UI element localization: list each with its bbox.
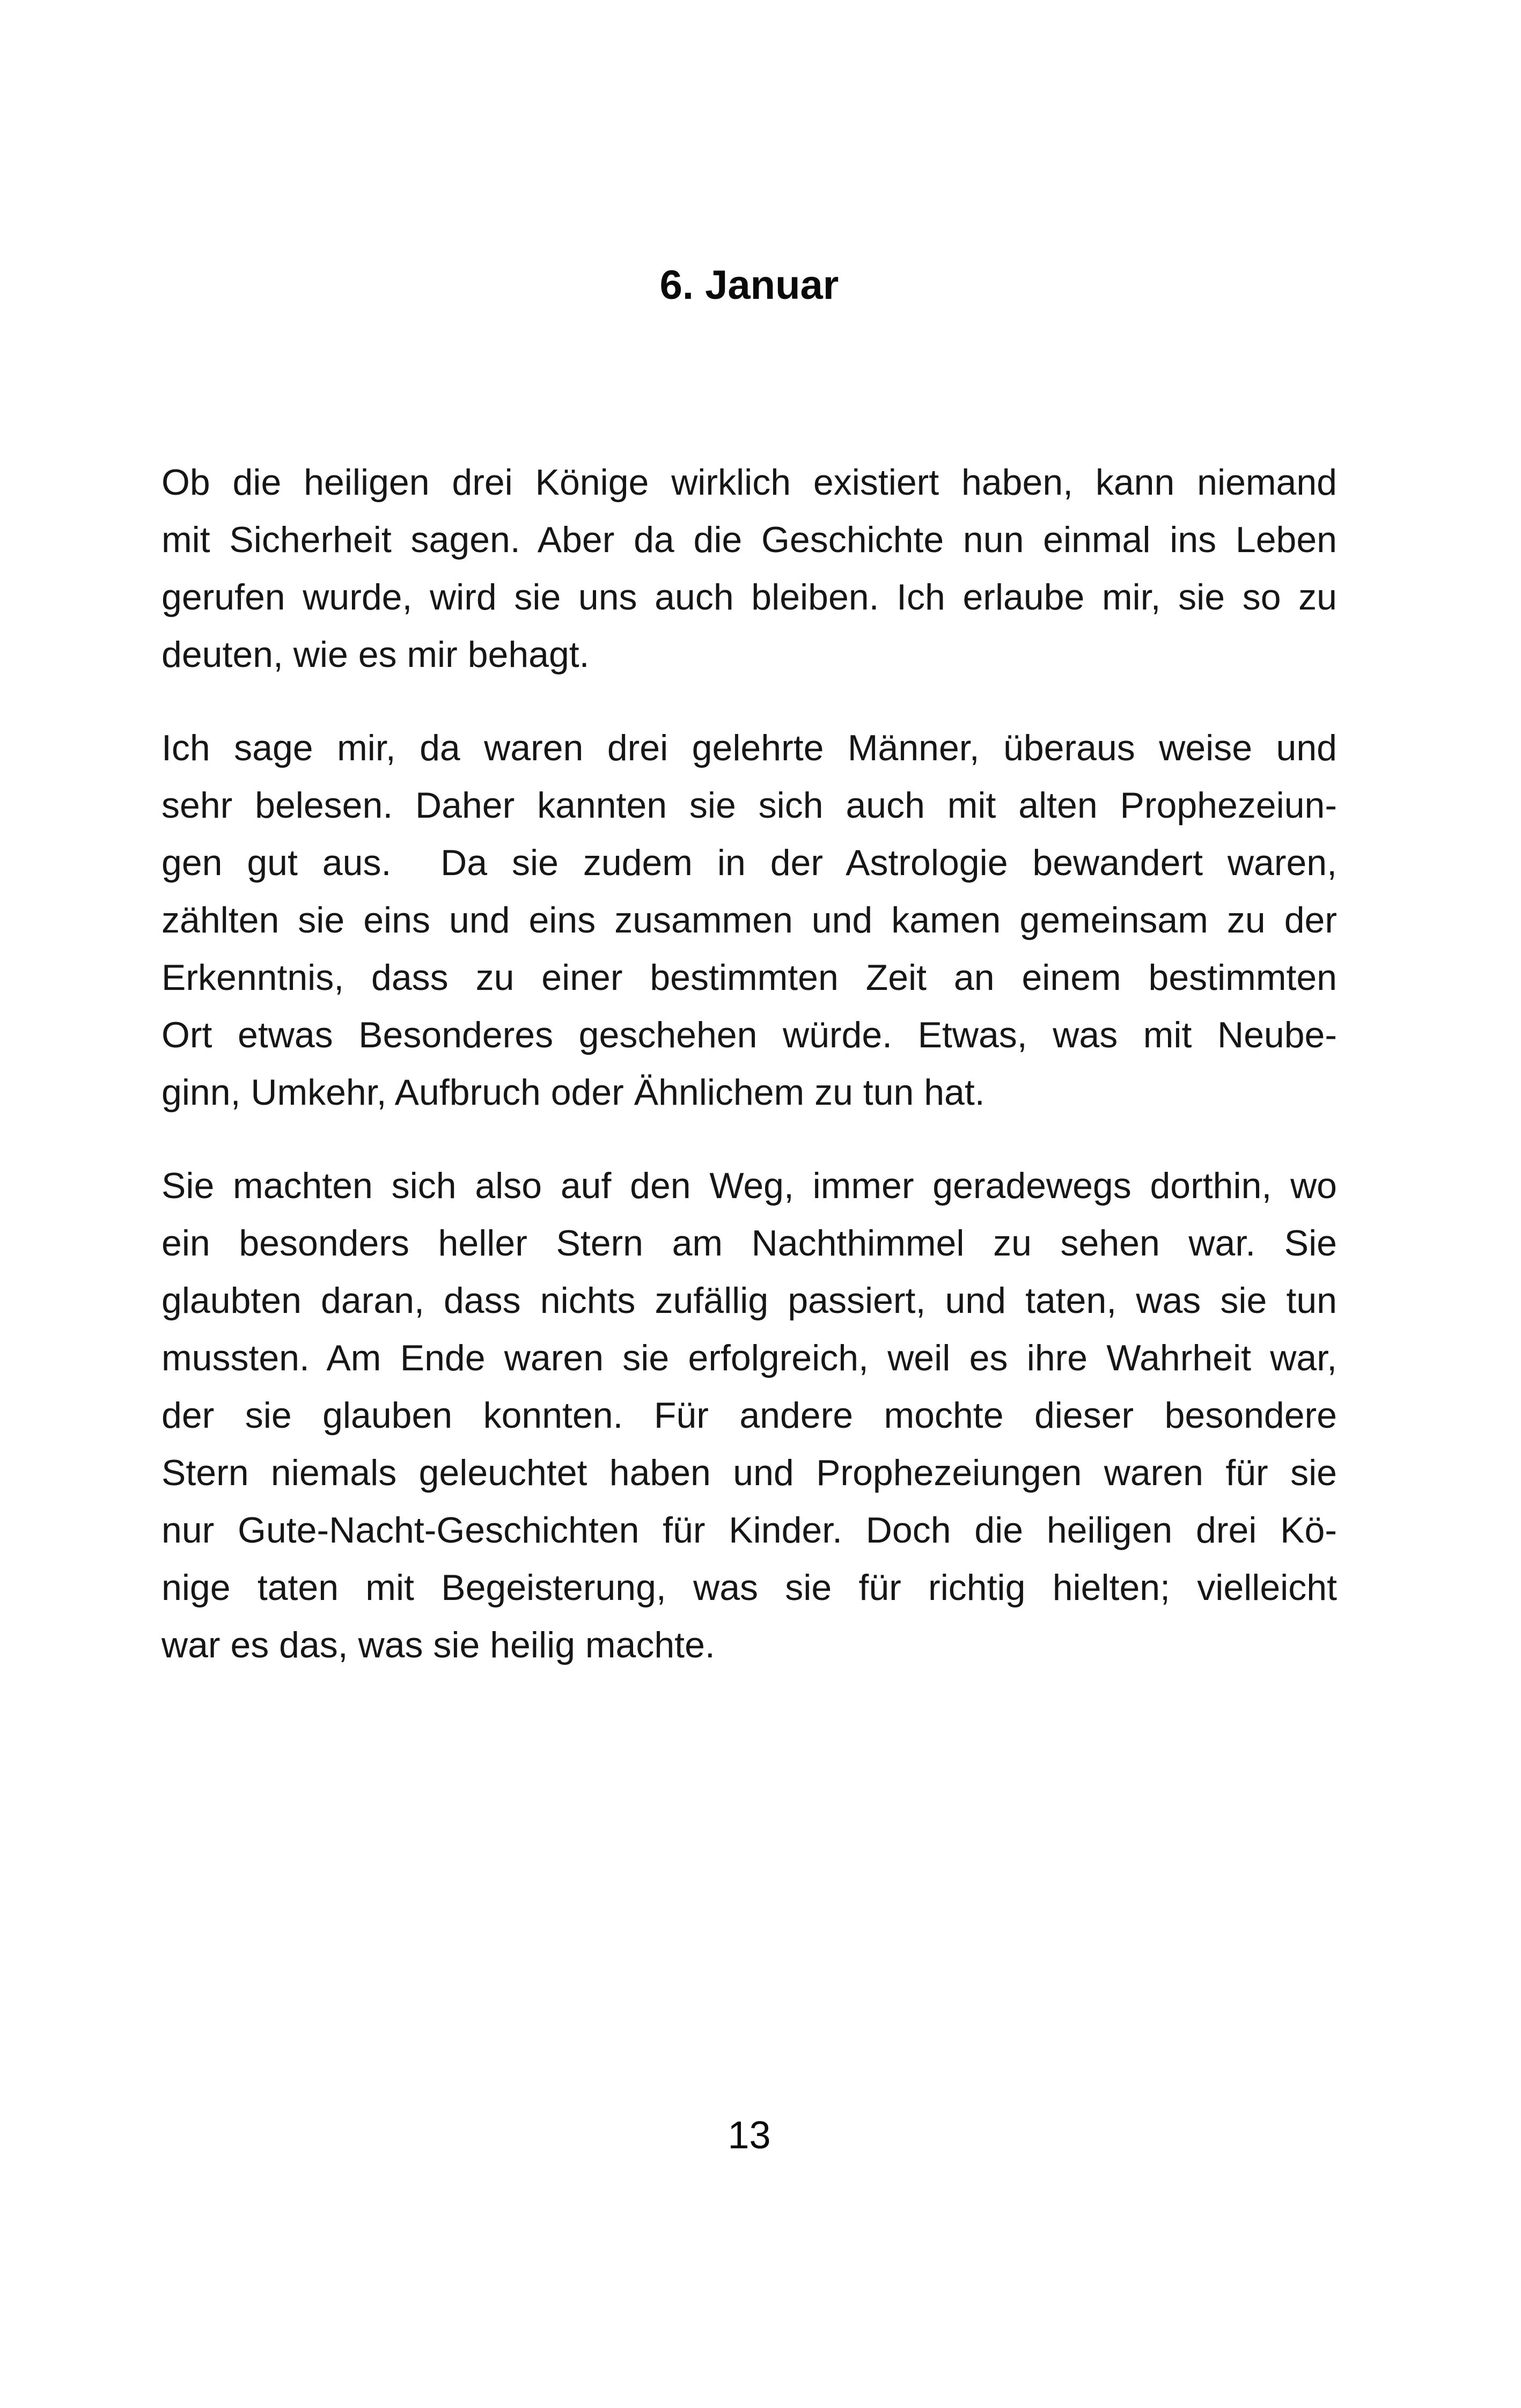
text-line: Ort etwas Besonderes geschehen würde. Etwas, was mit Neube- [161, 1015, 1337, 1055]
text-line: glaubten daran, dass nichts zufällig passiert, und taten, was sie tun [161, 1280, 1337, 1321]
text-line: deuten, wie es mir behagt. [161, 634, 590, 675]
text-line: gen gut aus. Da sie zudem in der Astrologie bewandert waren, [161, 842, 1337, 883]
text-line: Stern niemals geleuchtet haben und Prophezeiungen waren für sie [161, 1452, 1337, 1493]
text-line: nur Gute-Nacht-Geschichten für Kinder. Doch die heiligen drei Kö- [161, 1510, 1337, 1551]
text-line: gerufen wurde, wird sie uns auch bleiben. Ich erlaube mir, sie so zu [161, 577, 1337, 618]
text-line: sehr belesen. Daher kannten sie sich auch mit alten Prophezeiun- [161, 785, 1337, 826]
page-number: 13 [728, 2114, 771, 2157]
text-line: mit Sicherheit sagen. Aber da die Geschichte nun einmal ins Leben [161, 519, 1337, 560]
text-line: Erkenntnis, dass zu einer bestimmten Zeit an einem bestimmten [161, 957, 1337, 998]
text-line: ein besonders heller Stern am Nachthimmel zu sehen war. Sie [161, 1223, 1337, 1264]
text-line: mussten. Am Ende waren sie erfolgreich, weil es ihre Wahrheit war, [161, 1338, 1337, 1378]
text-line: war es das, was sie heilig machte. [161, 1625, 715, 1665]
text-line: nige taten mit Begeisterung, was sie für richtig hielten; vielleicht [161, 1567, 1337, 1608]
paragraph [161, 454, 1337, 684]
paragraph [161, 720, 1337, 1121]
text-line: Ob die heiligen drei Könige wirklich existiert haben, kann niemand [161, 462, 1337, 503]
page-content [161, 0, 1337, 1710]
text-line: Sie machten sich also auf den Weg, immer geradewegs dorthin, wo [161, 1165, 1337, 1206]
text-line: ginn, Umkehr, Aufbruch oder Ähnlichem zu tun hat. [161, 1072, 985, 1113]
text-line: der sie glauben konnten. Für andere mochte dieser besondere [161, 1395, 1337, 1436]
text-line: zählten sie eins und eins zusammen und kamen gemeinsam zu der [161, 900, 1337, 941]
paragraph [161, 1157, 1337, 1674]
text-line: Ich sage mir, da waren drei gelehrte Männer, überaus weise und [161, 728, 1337, 768]
page-heading: 6. Januar [659, 262, 839, 308]
